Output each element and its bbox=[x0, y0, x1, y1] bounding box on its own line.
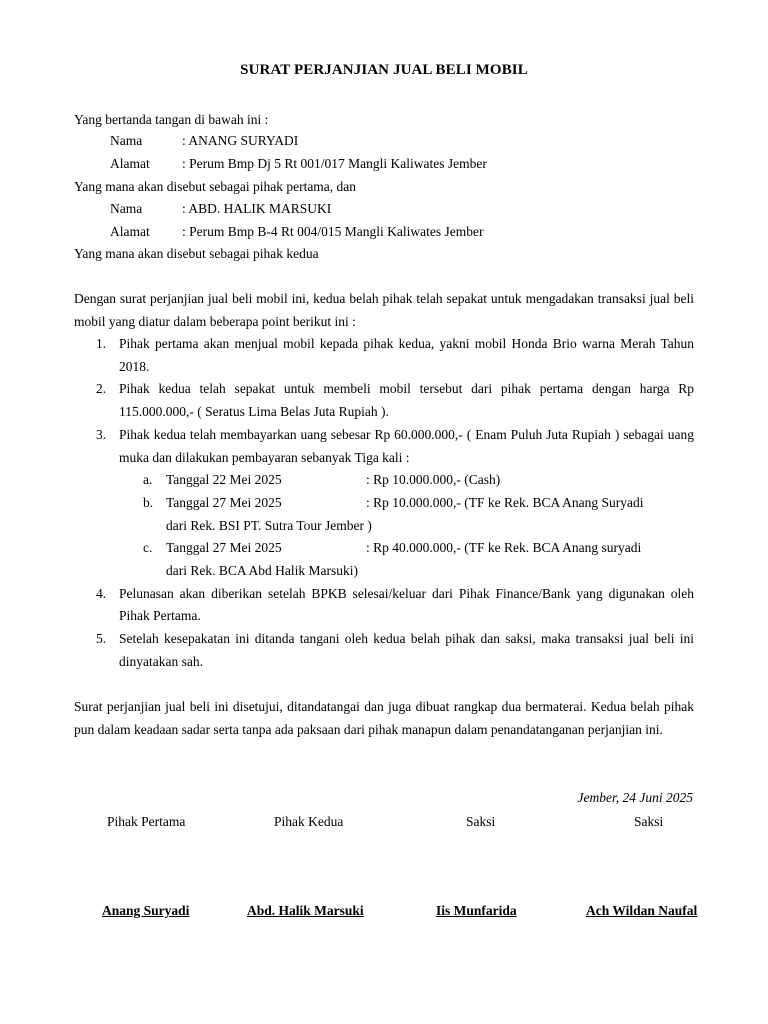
payment-item bbox=[74, 469, 694, 492]
point-number: 4. bbox=[96, 585, 107, 601]
party1-address-label: Alamat bbox=[110, 156, 150, 171]
party2-address-label: Alamat bbox=[110, 224, 150, 239]
party1-address-row bbox=[110, 156, 487, 172]
party2-address-value: : Perum Bmp B-4 Rt 004/015 Mangli Kaliwates Jember bbox=[182, 224, 484, 239]
place-date: Jember, 24 Juni 2025 bbox=[577, 790, 693, 805]
payment-detail: : Rp 10.000.000,- (Cash) bbox=[366, 472, 501, 488]
signatory-name-witness-1: Iis Munfarida bbox=[436, 903, 517, 918]
payment-detail-continued: dari Rek. BCA Abd Halik Marsuki) bbox=[166, 563, 358, 579]
payment-item bbox=[74, 492, 694, 537]
party2-name-row bbox=[110, 201, 331, 217]
point-number: 5. bbox=[96, 631, 107, 647]
point-item bbox=[74, 333, 694, 378]
payment-date: Tanggal 22 Mei 2025 bbox=[166, 472, 282, 488]
point-text: Setelah kesepakatan ini ditanda tangani oleh kedua belah pihak dan saksi, maka transaksi jual beli ini dinyatakan sah. bbox=[119, 631, 694, 669]
party1-address-value: : Perum Bmp Dj 5 Rt 001/017 Mangli Kaliwates Jember bbox=[182, 156, 487, 171]
payment-item bbox=[74, 537, 694, 582]
document-title: SURAT PERJANJIAN JUAL BELI MOBIL bbox=[240, 62, 528, 78]
point-text: Pelunasan akan diberikan setelah BPKB selesai/keluar dari Pihak Finance/Bank yang digunakan oleh Pihak Pertama. bbox=[119, 585, 694, 624]
signatory-name-witness-2: Ach Wildan Naufal bbox=[586, 903, 698, 918]
payment-letter: b. bbox=[143, 494, 154, 510]
point-item bbox=[74, 583, 694, 628]
party2-address-row bbox=[110, 224, 483, 240]
payment-detail: : Rp 10.000.000,- (TF ke Rek. BCA Anang Suryadi bbox=[366, 494, 644, 510]
point-number: 1. bbox=[96, 336, 107, 351]
signatory-role-witness-2: Saksi bbox=[634, 814, 664, 829]
party2-role-text: Yang mana akan disebut sebagai pihak kedua bbox=[74, 246, 319, 261]
point-number: 2. bbox=[96, 381, 107, 397]
party1-name-value: : ANANG SURYADI bbox=[182, 133, 299, 148]
agreement-points bbox=[74, 333, 694, 674]
party1-role-text: Yang mana akan disebut sebagai pihak pertama, dan bbox=[74, 179, 357, 194]
point-item bbox=[74, 628, 694, 673]
party1-name-label: Nama bbox=[110, 133, 143, 148]
payment-letter: c. bbox=[143, 540, 153, 556]
closing-paragraph: Surat perjanjian jual beli ini disetujui, ditandatangai dan juga dibuat rangkap dua bermaterai. Kedua belah pihak pun dalam keadaan sadar serta tanpa ada paksaan dari pihak manapun dalam penandatanganan perjanjian ini. bbox=[74, 699, 694, 737]
party2-name-value: : ABD. HALIK MARSUKI bbox=[182, 201, 332, 216]
intro-text: Yang bertanda tangan di bawah ini : bbox=[74, 112, 269, 127]
signatory-role-witness-1: Saksi bbox=[466, 814, 496, 829]
signatory-role-second-party: Pihak Kedua bbox=[274, 814, 344, 829]
signatory-name-first-party: Anang Suryadi bbox=[102, 903, 190, 918]
payment-letter: a. bbox=[143, 472, 153, 488]
payment-detail: : Rp 40.000.000,- (TF ke Rek. BCA Anang suryadi bbox=[366, 540, 642, 556]
point-item bbox=[74, 424, 694, 469]
opening-paragraph: Dengan surat perjanjian jual beli mobil ini, kedua belah pihak telah sepakat untuk mengadakan transaksi jual beli mobil yang diatur dalam beberapa point berikut ini : bbox=[74, 291, 694, 329]
point-item bbox=[74, 378, 694, 423]
payment-date: Tanggal 27 Mei 2025 bbox=[166, 540, 282, 556]
signatory-role-first-party: Pihak Pertama bbox=[107, 814, 186, 829]
signatory-name-second-party: Abd. Halik Marsuki bbox=[247, 903, 364, 918]
party2-name-label: Nama bbox=[110, 201, 143, 216]
point-text: Pihak kedua telah membayarkan uang sebesar Rp 60.000.000,- ( Enam Puluh Juta Rupiah ) sebagai uang muka dan dilakukan pembayaran sebanyak Tiga kali : bbox=[119, 426, 694, 465]
party1-name-row bbox=[110, 133, 298, 149]
payment-date: Tanggal 27 Mei 2025 bbox=[166, 494, 282, 510]
point-text: Pihak pertama akan menjual mobil kepada pihak kedua, yakni mobil Honda Brio warna Merah Tahun 2018. bbox=[119, 336, 694, 374]
payment-detail-continued: dari Rek. BSI PT. Sutra Tour Jember ) bbox=[166, 517, 372, 533]
point-number: 3. bbox=[96, 426, 107, 442]
point-text: Pihak kedua telah sepakat untuk membeli mobil tersebut dari pihak pertama dengan harga Rp 115.000.000,- ( Seratus Lima Belas Juta Rupiah ). bbox=[119, 381, 694, 420]
